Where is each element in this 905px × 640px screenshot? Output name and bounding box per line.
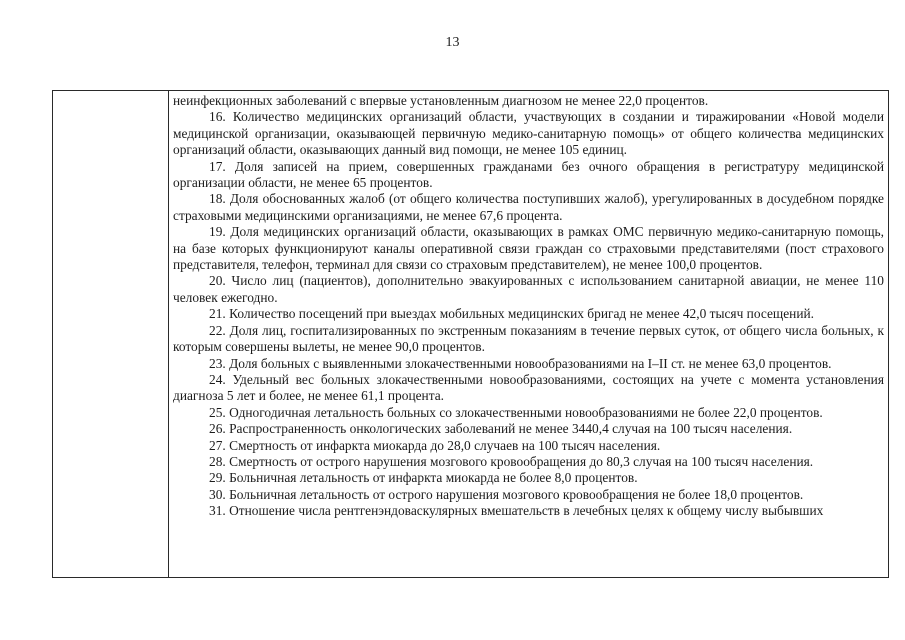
list-item-19: 19. Доля медицинских организаций области, оказывающих в рамках ОМС первичную медико-санитарную помощь, на базе которых функционируют каналы оперативной связи граждан со страховыми представителями (пост страхового представителя, телефон, терминал для связи со страховым представителем), не менее 100,0 процентов.	[173, 224, 884, 273]
list-item-23: 23. Доля больных с выявленными злокачественными новообразованиями на I–II ст. не менее 63,0 процентов.	[209, 355, 832, 371]
list-item-27: 27. Смертность от инфаркта миокарда до 28,0 случаев на 100 тысяч населения.	[209, 437, 661, 453]
continuation-text: неинфекционных заболеваний с впервые установленным диагнозом не менее 22,0 процентов.	[173, 93, 709, 108]
list-item-16: 16. Количество медицинских организаций области, участвующих в создании и тиражировании «Новой модели медицинской организации, оказывающей первичную медико-санитарную помощь» от общего количества медицинских организаций области, оказывающих данный вид помощи, не менее 105 единиц.	[173, 109, 884, 158]
list-item-20: 20. Число лиц (пациентов), дополнительно эвакуированных с использованием санитарной авиации, не менее 110 человек ежегодно.	[173, 273, 884, 305]
list-item-18: 18. Доля обоснованных жалоб (от общего количества поступивших жалоб), урегулированных в досудебном порядке страховыми медицинскими организациями, не менее 67,6 процента.	[173, 191, 884, 223]
left-column-empty-cell	[53, 91, 169, 577]
list-item-21: 21. Количество посещений при выездах мобильных медицинских бригад не менее 42,0 тысяч посещений.	[209, 306, 815, 322]
list-item-30: 30. Больничная летальность от острого нарушения мозгового кровообращения не более 18,0 процентов.	[209, 486, 804, 502]
content-cell	[169, 91, 888, 577]
list-item-28: 28. Смертность от острого нарушения мозгового кровообращения до 80,3 случая на 100 тысяч населения.	[209, 453, 814, 469]
list-item-24: 24. Удельный вес больных злокачественными новообразованиями, состоящих на учете с момента установления диагноза 5 лет и более, не менее 61,1 процента.	[173, 371, 884, 404]
list-item-22: 22. Доля лиц, госпитализированных по экстренным показаниям в течение первых суток, от общего числа больных, к которым совершены вылеты, не менее 90,0 процентов.	[173, 322, 884, 355]
document-table	[52, 90, 889, 578]
list-item-25: 25. Одногодичная летальность больных со злокачественными новообразованиями не более 22,0 процентов.	[209, 404, 823, 420]
list-item-17: 17. Доля записей на прием, совершенных гражданами без очного обращения в регистратуру медицинской организации области, не менее 65 процентов.	[173, 158, 884, 191]
page-number: 13	[445, 35, 460, 50]
list-item-26: 26. Распространенность онкологических заболеваний не менее 3440,4 случая на 100 тысяч населения.	[209, 421, 793, 437]
list-item-31: 31. Отношение числа рентгенэндоваскулярных вмешательств в лечебных целях к общему числу выбывших	[209, 503, 824, 519]
list-item-29: 29. Больничная летальность от инфаркта миокарда не более 8,0 процентов.	[209, 470, 638, 486]
